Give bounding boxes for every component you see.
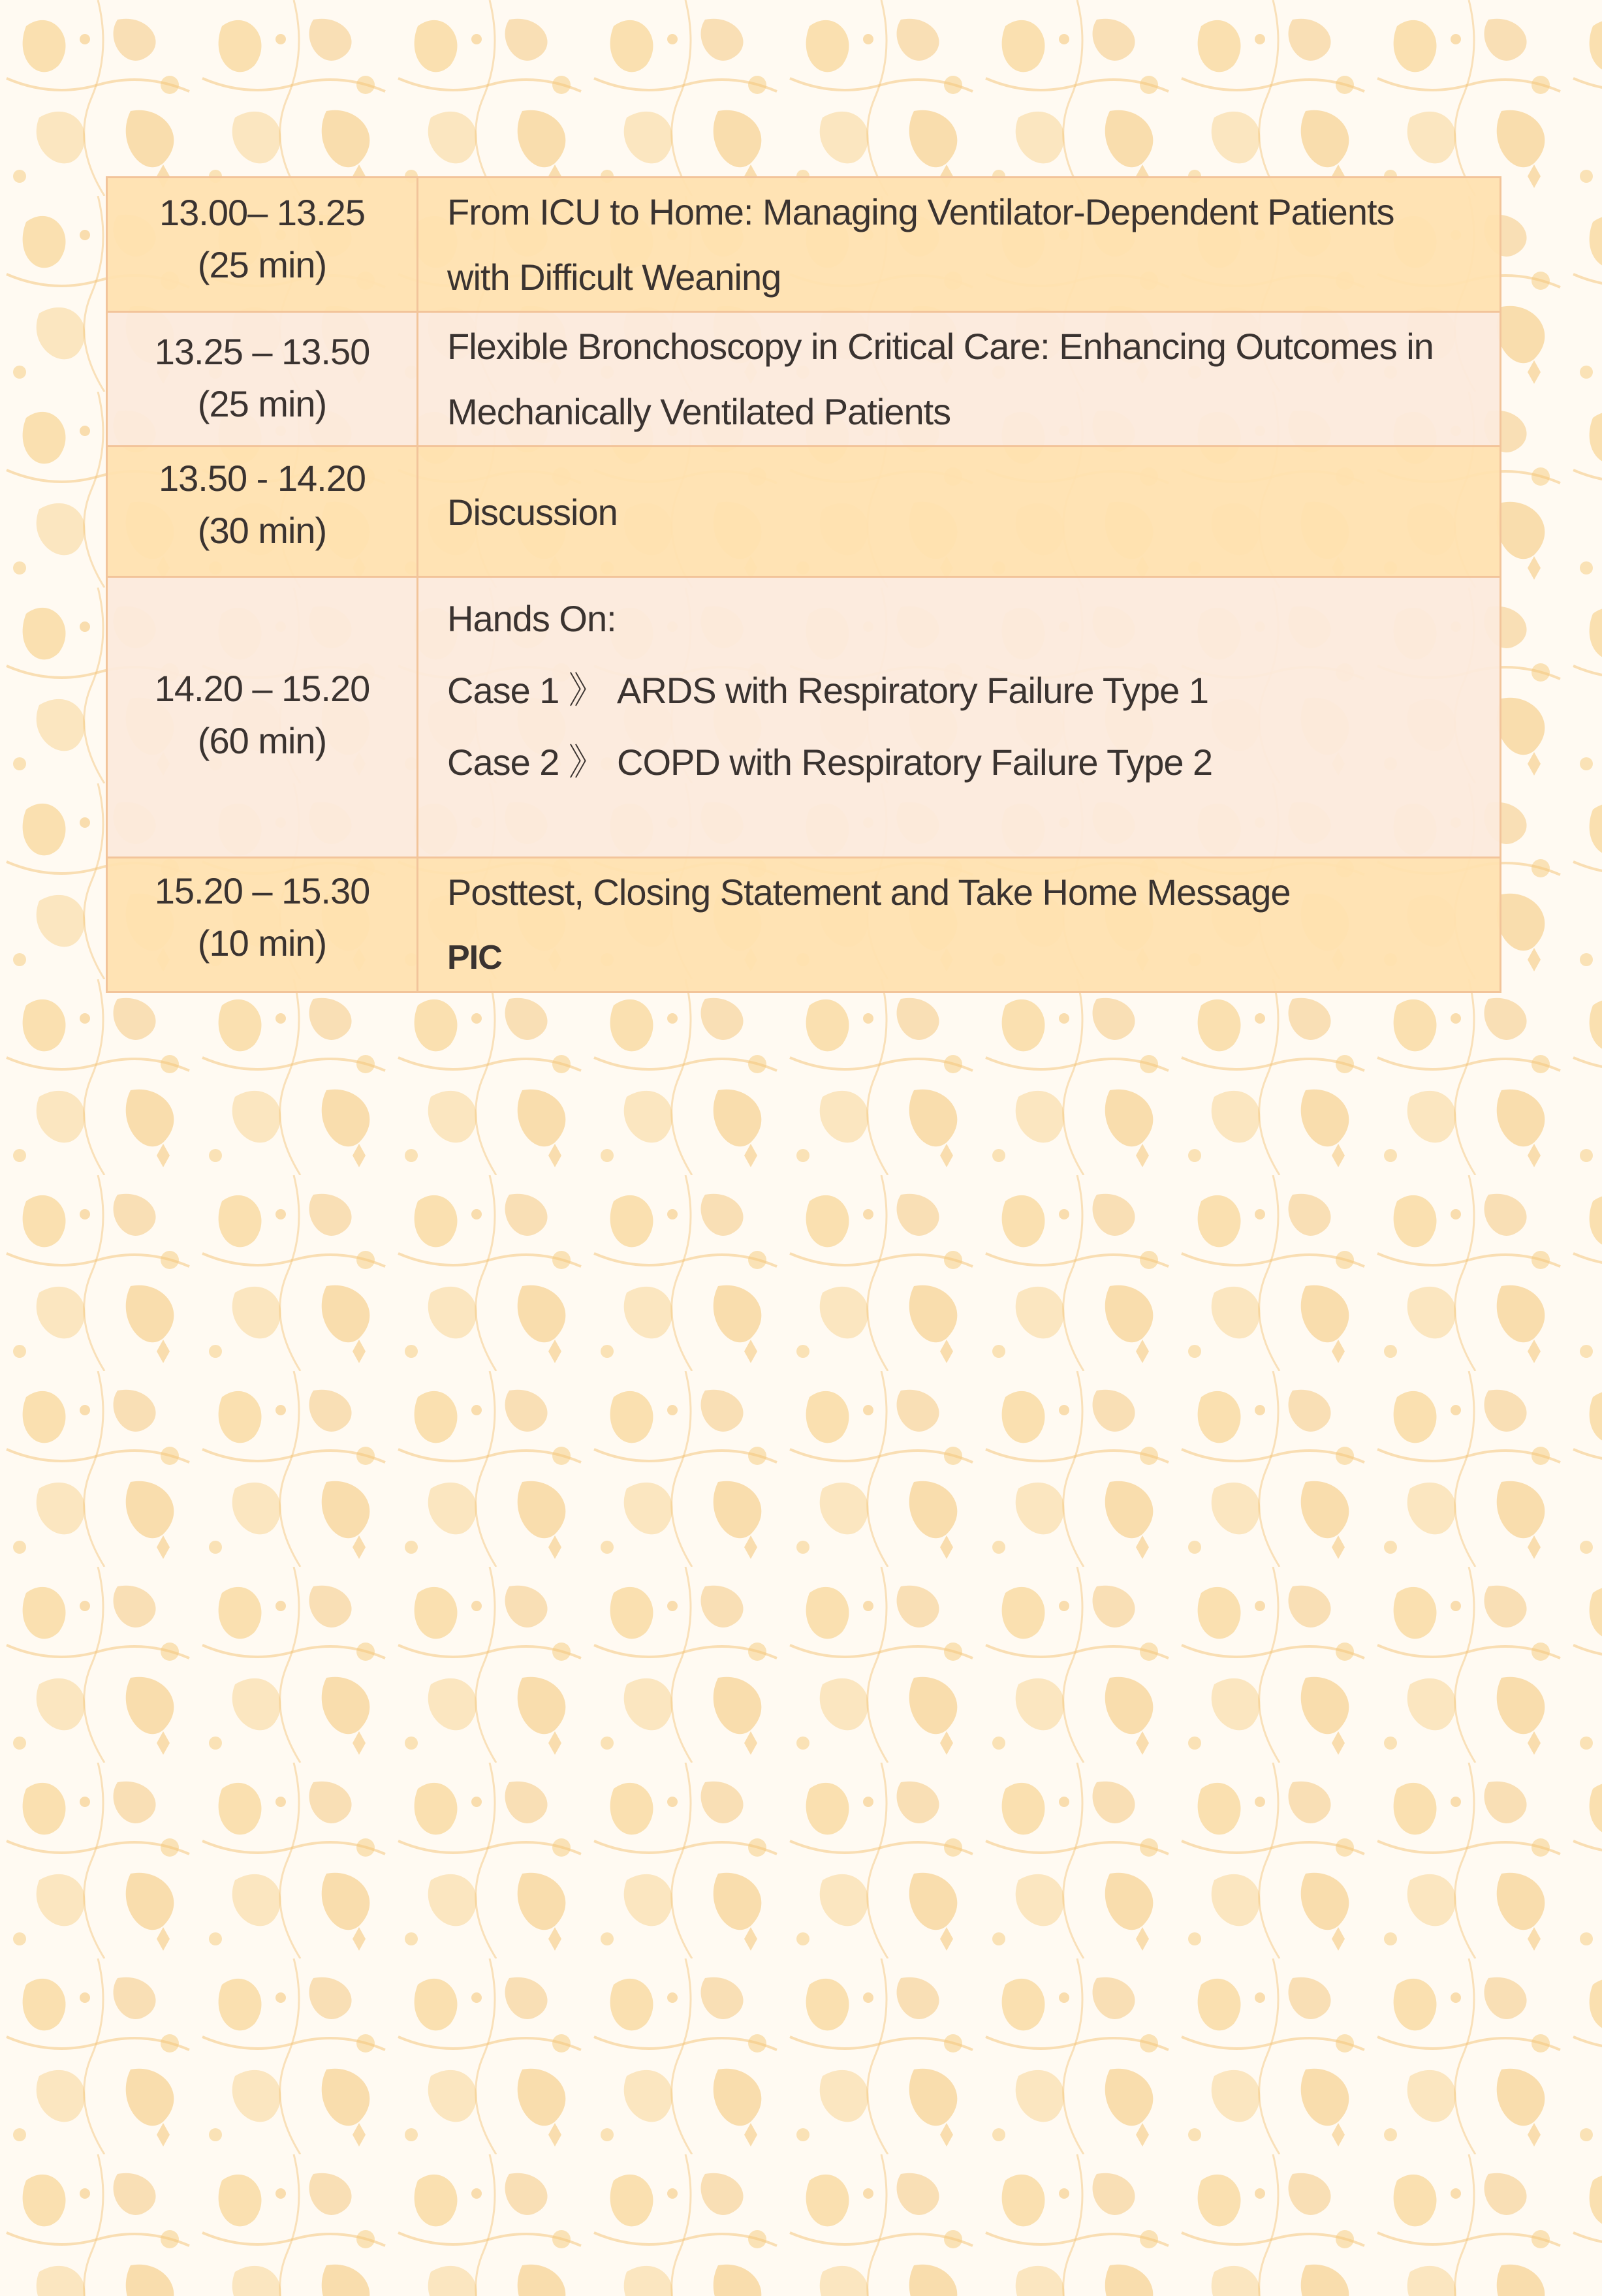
session-title: From ICU to Home: Managing Ventilator-Dependent Patients bbox=[447, 191, 1394, 232]
duration: (60 min) bbox=[197, 720, 327, 761]
case-text: COPD with Respiratory Failure Type 2 bbox=[617, 742, 1213, 783]
time-cell bbox=[107, 858, 418, 992]
duration: (25 min) bbox=[197, 383, 327, 424]
duration: (25 min) bbox=[197, 244, 327, 285]
schedule-row bbox=[107, 447, 1501, 577]
time-cell bbox=[107, 178, 418, 312]
session-cell bbox=[418, 577, 1501, 858]
time-range: 14.20 – 15.20 bbox=[154, 668, 370, 709]
schedule-row bbox=[107, 178, 1501, 312]
schedule-row bbox=[107, 577, 1501, 858]
schedule-table bbox=[106, 176, 1501, 993]
duration: (30 min) bbox=[197, 510, 327, 551]
case-text: ARDS with Respiratory Failure Type 1 bbox=[617, 670, 1208, 711]
duration: (10 min) bbox=[197, 922, 327, 964]
time-range: 13.25 – 13.50 bbox=[154, 331, 370, 372]
session-cell bbox=[418, 312, 1501, 447]
case-label: Case 1 》 bbox=[447, 670, 605, 711]
case-item bbox=[447, 727, 1499, 798]
time-cell bbox=[107, 312, 418, 447]
session-cell bbox=[418, 178, 1501, 312]
session-title: Mechanically Ventilated Patients bbox=[447, 391, 951, 432]
time-cell bbox=[107, 577, 418, 858]
schedule-row bbox=[107, 858, 1501, 992]
session-title: Flexible Bronchoscopy in Critical Care: Enhancing Outcomes in bbox=[447, 326, 1434, 367]
session-cell bbox=[418, 447, 1501, 577]
schedule-row bbox=[107, 312, 1501, 447]
time-range: 13.50 - 14.20 bbox=[158, 458, 366, 499]
time-cell bbox=[107, 447, 418, 577]
hands-on-heading: Hands On: bbox=[447, 598, 616, 639]
session-title: Discussion bbox=[447, 492, 618, 533]
time-range: 13.00– 13.25 bbox=[159, 192, 365, 233]
pic-label: PIC bbox=[447, 939, 502, 977]
session-title: with Difficult Weaning bbox=[447, 257, 781, 298]
time-range: 15.20 – 15.30 bbox=[154, 870, 370, 911]
case-label: Case 2 》 bbox=[447, 742, 605, 783]
session-title: Posttest, Closing Statement and Take Home Message bbox=[447, 872, 1291, 913]
case-item bbox=[447, 655, 1499, 727]
session-cell bbox=[418, 858, 1501, 992]
